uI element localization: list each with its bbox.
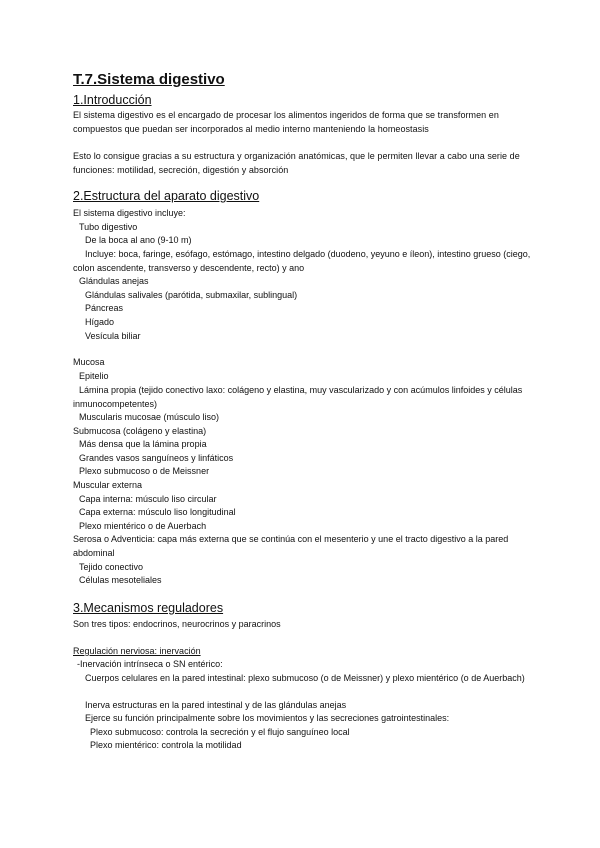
list-item-tejido-conectivo: Tejido conectivo xyxy=(79,562,144,572)
list-item-glandulas-anejas: Glándulas anejas xyxy=(79,276,149,286)
intro-paragraph-1: El sistema digestivo es el encargado de procesar los alimentos ingeridos de forma que se transformen en compuestos que puedan ser incorporados al medio interno manteniendo la homeostasis xyxy=(73,110,499,134)
list-item-plexo-submucoso-funcion: Plexo submucoso: controla la secreción y el flujo sanguíneo local xyxy=(90,727,350,737)
section-heading-introduccion: 1.Introducción xyxy=(73,93,152,107)
list-item-higado: Hígado xyxy=(85,317,115,327)
list-item-grandes-vasos: Grandes vasos sanguíneos y linfáticos xyxy=(79,453,234,463)
section-heading-mecanismos: 3.Mecanismos reguladores xyxy=(73,601,224,615)
list-item-submucosa: Submucosa (colágeno y elastina) xyxy=(73,426,207,436)
list-item-inerva-estructuras: Inerva estructuras en la pared intestinal y de las glándulas anejas xyxy=(85,700,347,710)
list-item-longitud: De la boca al ano (9-10 m) xyxy=(85,235,192,245)
list-item-pancreas: Páncreas xyxy=(85,303,124,313)
list-item-cuerpos-celulares: Cuerpos celulares en la pared intestinal: plexo submucoso (o de Meissner) y plexo mientérico (o de Auerbach) xyxy=(85,673,525,683)
list-item-ejerce-funcion: Ejerce su función principalmente sobre los movimientos y las secreciones gatrointestinales: xyxy=(85,713,450,723)
list-item-muscularis-mucosae: Muscularis mucosae (músculo liso) xyxy=(79,412,220,422)
list-item-capa-interna: Capa interna: músculo liso circular xyxy=(79,494,217,504)
intro-paragraph-2: Esto lo consigue gracias a su estructura y organización anatómicas, que le permiten llevar a cabo una serie de funciones: motilidad, secreción, digestión y absorción xyxy=(73,151,520,175)
section-heading-estructura: 2.Estructura del aparato digestivo xyxy=(73,189,260,203)
list-item-plexo-mienterico-funcion: Plexo mientérico: controla la motilidad xyxy=(90,740,242,750)
estructura-intro-line: El sistema digestivo incluye: xyxy=(73,208,186,218)
list-item-lamina-propia: Lámina propia (tejido conectivo laxo: colágeno y elastina, muy vascularizado y con acúmulos linfoides y células inmunocompetentes) xyxy=(73,385,523,409)
list-item-inervacion-intrinseca: -Inervación intrínseca o SN entérico: xyxy=(77,659,223,669)
list-item-muscular-externa: Muscular externa xyxy=(73,480,143,490)
list-item-mas-densa: Más densa que la lámina propia xyxy=(79,439,207,449)
list-item-incluye: Incluye: boca, faringe, esófago, estómago, intestino delgado (duodeno, yeyuno e íleon), intestino grueso (ciego, colon ascendente, transverso y descendente, recto) y ano xyxy=(73,249,531,273)
list-item-capa-externa: Capa externa: músculo liso longitudinal xyxy=(79,507,236,517)
list-item-glandulas-salivales: Glándulas salivales (parótida, submaxilar, sublingual) xyxy=(85,290,298,300)
list-item-epitelio: Epitelio xyxy=(79,371,109,381)
subheading-regulacion-nerviosa: Regulación nerviosa: inervación xyxy=(73,646,201,656)
page-title: T.7.Sistema digestivo xyxy=(73,71,225,88)
list-item-plexo-submucoso: Plexo submucoso o de Meissner xyxy=(79,466,210,476)
list-item-celulas-mesoteliales: Células mesoteliales xyxy=(79,575,162,585)
list-item-plexo-mienterico: Plexo mientérico o de Auerbach xyxy=(79,521,207,531)
list-item-mucosa: Mucosa xyxy=(73,357,105,367)
mecanismos-tipos: Son tres tipos: endocrinos, neurocrinos y paracrinos xyxy=(73,619,281,629)
list-item-vesicula: Vesícula biliar xyxy=(85,331,141,341)
list-item-serosa: Serosa o Adventicia: capa más externa que se continúa con el mesenterio y une el tracto digestivo a la pared abdominal xyxy=(73,534,509,558)
list-item-tubo-digestivo: Tubo digestivo xyxy=(79,222,138,232)
